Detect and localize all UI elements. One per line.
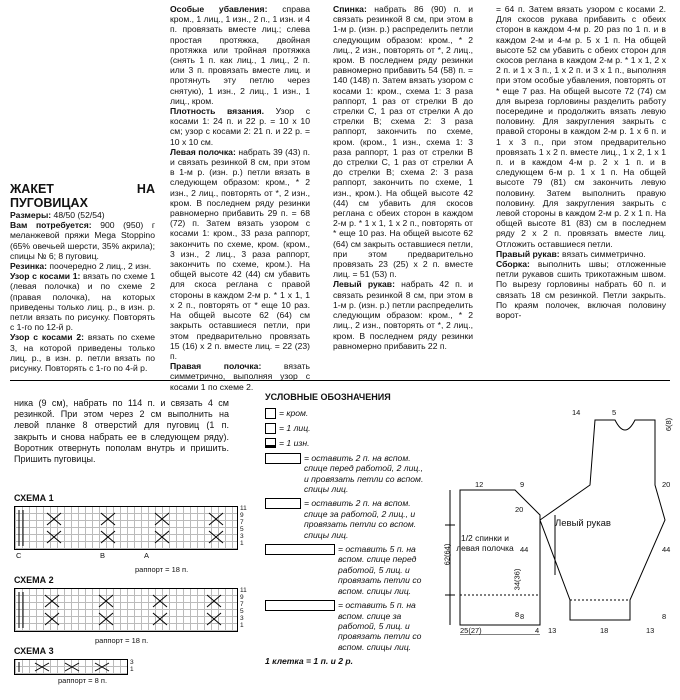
legend-text: = оставить 2 п. на вспом. спице перед работой, 2 лиц., и провязать петли со вспом. спицы лиц.	[304, 452, 424, 495]
dim-sleeve-height: 44	[662, 545, 671, 554]
scheme1-repeat: раппорт = 18 п.	[135, 565, 189, 574]
row-number: 3	[240, 615, 244, 622]
assembly-label: Сборка:	[496, 259, 530, 270]
dim-neck2: 12	[475, 480, 484, 489]
dim-sleeve-rib: 8	[662, 612, 667, 621]
dim-lower-height: 34(36)	[512, 568, 522, 591]
row-number: 9	[240, 594, 244, 601]
cables2-value: вязать по схеме 3, на которой приведены только лиц. р., в изн. р. петли вязать по рисунку. Повторять с 1-го по 4-й р.	[10, 332, 156, 374]
cables1-label: Узор с косами 1:	[10, 271, 81, 282]
back-label: Спинка:	[333, 4, 367, 14]
row-number: 9	[240, 512, 244, 519]
materials-value: 900 (950) г меланжевой пряжи Mega Stoppino (65% овечьей шерсти, 35% акрила); спицы № 6; 8 пуговиц.	[10, 220, 155, 261]
row-number: 3	[240, 533, 244, 540]
legend-text: = 1 изн.	[279, 438, 310, 449]
dim-body-width: 25(27)	[460, 626, 482, 635]
legend-cell-note: 1 клетка = 1 п. и 2 р.	[265, 656, 354, 667]
arrow-a-label: A	[144, 551, 150, 560]
legend-text: = оставить 5 п. на вспом. спице за работой, 5 лиц. и провязать петли со вспом. спицы лиц.	[338, 600, 422, 652]
row-number: 3	[130, 659, 134, 666]
dim-sleeve-raglan: 20	[662, 480, 671, 489]
cable-front-10-icon	[265, 544, 335, 555]
scheme3-grid	[14, 659, 128, 675]
dim-sleeve-top: 14	[572, 408, 581, 417]
scheme2-repeat: раппорт = 18 п.	[95, 636, 149, 645]
scheme2-cables	[15, 589, 237, 631]
left-front-label: Левая полочка:	[170, 146, 236, 157]
section-divider	[10, 380, 670, 381]
row-number: 1	[130, 666, 134, 673]
assembly-value: выполнить швы; отложенные петли рукавов сшить трикотажным швом. По вырезу горловины набрать 60 п. и связать 18 см резинкой. Петли закрыть. По краям полочек, включая половину ворот-	[496, 259, 667, 321]
legend-item	[265, 498, 430, 540]
rib-label: Резинка:	[10, 261, 47, 272]
dim-sleeve-w13b: 13	[646, 626, 655, 635]
cables2-label: Узор с косами 2:	[10, 332, 85, 343]
cable-front-4-icon	[265, 453, 301, 464]
right-front-value: вязать симметрично, выполняя узор с косами 1 по схеме 2.	[170, 361, 310, 392]
legend-text: = 1 лиц.	[279, 423, 311, 434]
scheme1-row-numbers	[240, 505, 247, 547]
dim-sleeve-w4: 4	[535, 626, 540, 635]
row-number: 1	[240, 622, 244, 629]
gauge-label: Плотность вязания.	[170, 106, 265, 117]
dim-sleeve-w18: 18	[600, 626, 609, 635]
dim-sleeve-top2: 6(8)	[664, 417, 674, 432]
legend-text: = кром.	[279, 408, 309, 419]
left-sleeve-label: Левый рукав:	[333, 279, 395, 290]
scheme3-title: СХЕМА 3	[14, 646, 54, 656]
row-number: 11	[240, 505, 247, 512]
rib-value: поочередно 2 лиц., 2 изн.	[49, 261, 152, 272]
dim-sleeve-neck: 5	[612, 408, 617, 417]
finish-text: ника (9 см), набрать по 114 п. и связать 4 см резинкой. При этом через 2 см выполнить на левой планке 8 отверстий для пуговиц (1 п. закрыть и снова набрать ее в следующем ряду). Воротник отвернуть пополам внутрь и пришить. Пришить пуговицы.	[14, 398, 229, 465]
sleeve-continued: = 64 п. Затем вязать узором с косами 2. Для скосов рукава прибавить с обеих сторон в каждом 4-м р. 20 раз по 1 п. и в каждом 2-м и 4-м р. 5 х 1 п. На общей высоте 52 см убавить с обеих сторон для скосов реглана в каждом 2-м р. * 1 х 1, 2 х 2 п. и 1 х 3 п., 1 х 2 п. и 3 х 1 п., выполняя при этом особые убавления, повторять от * еще 7 раз. На общей высоте 72 (74) см для выреза горловины разделить работу посередине и продолжить вязать левую половину. Для закругления закрыть с правой стороны в каждом 2-м р. 1 х 6 п. и 1 х 3 п., при этом предварительно провязать 1 х 2 п. вместе лиц., 1 х 2, 1 х 1 п. и в каждом 4-м р. 2 х 1 п. и в следующем 6-м р. 1 х 1 п. На общей высоте 79 (81) см закончить левую половину. Затем выполнить правую половину. Для закругления закрыть с левой стороны в каждом 2-м р. 2 х 1 п. На общей высоте 81 (83) см в последнем ряду 2 х 2 п. провязать вместе лиц. Отложить оставшиеся петли.	[496, 4, 666, 249]
scheme1-grid	[14, 506, 238, 550]
left-front-value: набрать 39 (43) п. и связать резинкой 8 см, при этом в 1-м р. (изн. р.) петли вязать в следующем образом: кром., * 2 изн., 2 лиц., повторять от *, 2 изн., кром. В последнем ряду резинки равномерно прибавить 29 п. = 68 (72) п. Затем вязать узором с косами 1: кром., 33 раза раппорт, закончить по схеме, кром. (кром., 3 изн., 2 лиц., 3 раза раппорт, закончить по схеме, кром.). На общей высоте 42 (44) см убавить для скоса реглана с правой стороны в каждом 2-м р. * 1 х 1, 1 х 2 п., повторять от * еще 10 раз. На общей высоте 62 (64) см закрыть оставшиеся петли, при этом предварительно провязать 15 (16) х 2 п. вместе лиц. = 22 (23) п.	[170, 146, 310, 361]
legend-text: = оставить 5 п. на вспом. спице перед работой, 5 лиц. и провязать петли со вспом. спицы лиц.	[338, 544, 422, 596]
right-sleeve-value: вязать симметрично.	[562, 248, 646, 259]
dim-sleeve-left-rib: 8	[520, 612, 525, 621]
front-piece-label: 1/2 спинки и левая полочка	[456, 533, 514, 553]
row-number: 5	[240, 526, 244, 533]
legend-item	[265, 423, 430, 434]
dim-rib-height: 8	[515, 610, 520, 619]
scheme3-cables	[15, 660, 127, 674]
row-number: 11	[240, 587, 247, 594]
scheme3-repeat: раппорт = 8 п.	[58, 676, 108, 685]
right-sleeve-label: Правый рукав:	[496, 248, 560, 259]
scheme2-row-numbers	[240, 587, 247, 629]
scheme1-title: СХЕМА 1	[14, 493, 54, 503]
legend	[265, 392, 430, 667]
dec-label: Особые убавления:	[170, 4, 268, 14]
legend-text: = оставить 2 п. на вспом. спице за работой, 2 лиц., и провязать петли со вспом. спицы лиц.	[304, 498, 417, 540]
gauge-value: Узор с косами 1: 24 п. и 22 р. = 10 х 10 см; узор с косами 2: 21 п. и 22 р. = 10 х 10 см.	[170, 106, 310, 147]
cable-back-4-icon	[265, 498, 301, 509]
legend-title: УСЛОВНЫЕ ОБОЗНАЧЕНИЯ	[265, 392, 391, 402]
cables1-value: вязать по схеме 1 (левая полочка) и по схеме 2 (правая полочка), на которых приведены только лиц. р., в изн. р. петли вязать по рисунку. Повторять с 1-го по 12-й р.	[10, 271, 156, 333]
column-intro	[10, 182, 155, 373]
legend-item	[265, 438, 430, 448]
pattern-diagram	[430, 395, 675, 635]
column-finish	[14, 398, 229, 465]
column-fronts	[170, 4, 310, 392]
legend-item	[265, 408, 430, 419]
knit-stitch-icon	[265, 423, 276, 434]
cable-back-10-icon	[265, 600, 335, 611]
legend-item	[265, 544, 430, 596]
row-number: 5	[240, 608, 244, 615]
left-sleeve-value: набрать 42 п. и связать резинкой 8 см, при этом в 1-м р. (изн. р.) петли распределить следующим образом: кром., * 2 лиц., 2 изн., повторять от *, 2 лиц., кром. В последнем ряду резинки равномерно прибавить 22 п.	[333, 279, 474, 351]
purl-stitch-icon	[265, 438, 276, 448]
row-number: 7	[240, 519, 244, 526]
right-front-label: Правая полочка:	[170, 361, 262, 372]
scheme3-row-numbers	[130, 659, 134, 673]
dim-sleeve-left-height: 44	[520, 545, 529, 554]
back-value: набрать 86 (90) п. и связать резинкой 8 см, при этом в 1-м р. (изн. р.) распределить петли следующим образом: кром., * 2 лиц., 2 изн., повторять от *, 2 лиц., кром. В последнем ряду резинки равномерно прибавить 54 (58) п. = 140 (148) п. Затем вязать узором с косами 1: кром., схема 1: 3 раза раппорт, 1 раз от стрелки B до стрелки C, 1 раз от стрелки A до стрелки B; схема 2: 3 раза раппорт, закончить по схеме, кром. (кром., 1 изн., схема 1: 3 раза раппорт, 1 раз от стрелки B до стрелки C, 1 раз от стрелки A до стрелки B; схема 2: 3 раза раппорт, закончить по схеме, 1 изн., кром.). На общей высоте 42 (44) см убавить для скосов реглана с обеих сторон в каждом 2-м р. * 1 х 1, 1 х 2 п., повторять от * еще 10 раз. На общей высоте 62 (64) см закрыть оставшиеся петли, при этом предварительно провязать 23 (25) х 2 п. вместе лиц. = 51 (53) п.	[333, 4, 473, 280]
scheme1-cables	[15, 507, 237, 549]
dec-value: справа кром., 1 лиц., 1 изн., 2 п., 1 изн. и 4 п. провязать вместе лиц.; слева простая протяжка, двойная протяжка или тройная протяжка (снять 1 п. как лиц., 1 лиц., 2 п. или 3 п. провязать вместе лиц. и протянуть эту петлю через снятую), 1 изн., 2 лиц., 1 изн., 1 лиц., кром.	[170, 4, 311, 106]
legend-item	[265, 600, 430, 652]
legend-item	[265, 453, 430, 495]
scheme2-grid	[14, 588, 238, 632]
scheme2-title: СХЕМА 2	[14, 575, 54, 585]
sizes-value: 48/50 (52/54)	[53, 210, 105, 220]
arrow-c-label: C	[16, 551, 22, 560]
dim-upper-height: 20	[515, 505, 524, 514]
row-number: 1	[240, 540, 244, 547]
dim-sleeve-w13: 13	[548, 626, 557, 635]
column-back	[333, 4, 473, 351]
row-number: 7	[240, 601, 244, 608]
arrow-b-label: B	[100, 551, 106, 560]
materials-label: Вам потребуется:	[10, 220, 92, 231]
sizes-label: Размеры:	[10, 210, 52, 220]
article-title: ЖАКЕТ НА ПУГОВИЦАХ	[10, 182, 155, 210]
sleeve-piece-label: Левый рукав	[555, 518, 611, 529]
dim-neck: 9	[520, 480, 525, 489]
edge-stitch-icon	[265, 408, 276, 419]
dim-total-height: 62(64)	[442, 543, 452, 566]
column-sleeves	[496, 4, 666, 320]
